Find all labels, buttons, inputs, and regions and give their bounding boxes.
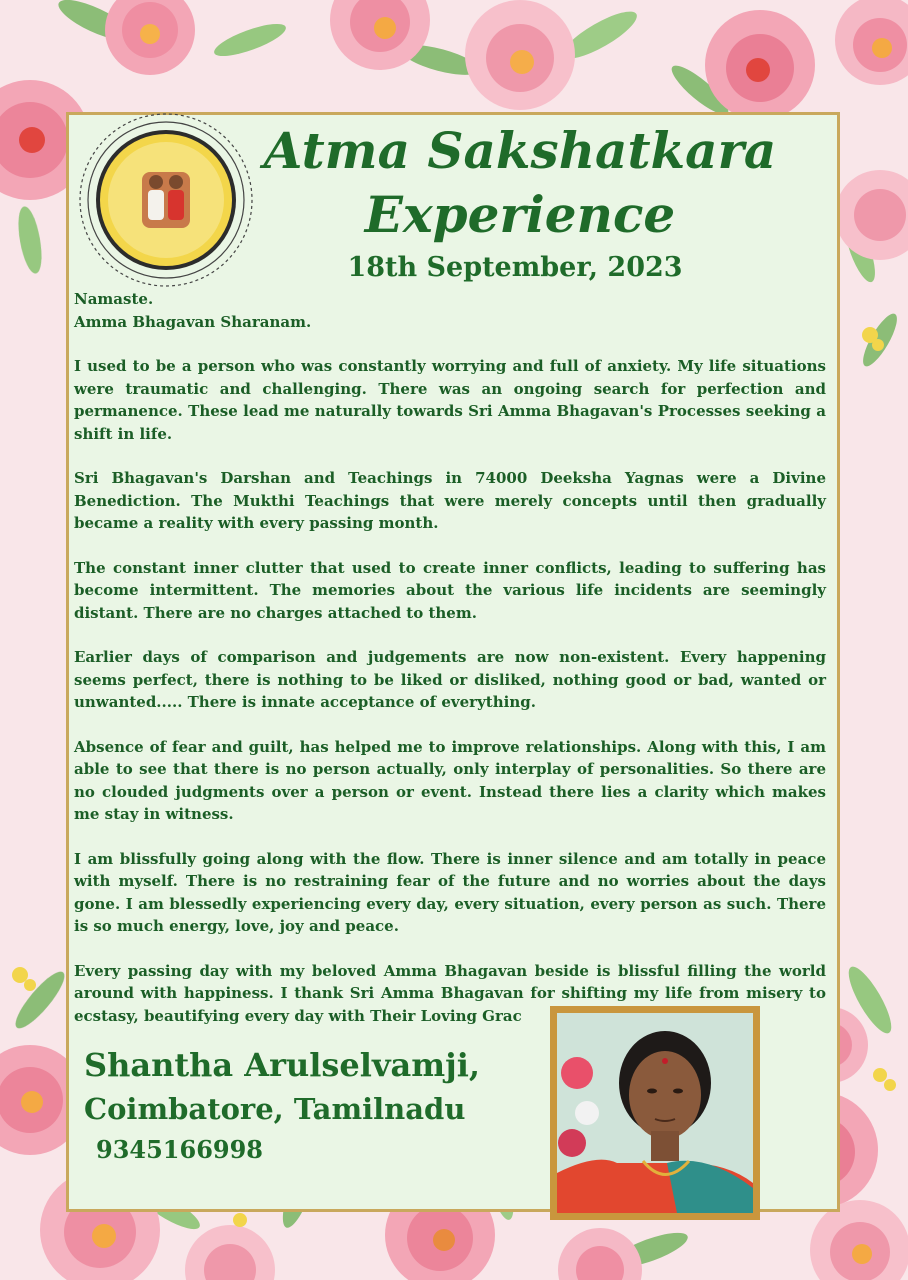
signature-block: [84, 1042, 480, 1170]
author-name: Shantha Arulselvamji,: [84, 1046, 480, 1084]
greeting: [74, 288, 826, 333]
letter-paragraph: Earlier days of comparison and judgements are now non-existent. Every happening seems perfect, there is nothing to be liked or disliked, nothing good or bad, wanted or unwanted..... There is innate acceptance of everything.: [74, 648, 826, 711]
page-title-line2: Experience: [364, 185, 676, 244]
seated-figures-picture: [142, 172, 190, 228]
portrait-illustration: [557, 1013, 753, 1213]
guru-emblem-medallion: [76, 110, 256, 290]
letter-paragraph: The constant inner clutter that used to create inner conflicts, leading to suffering has become intermittent. The memories about the various life incidents are seemingly distant. There are no charges attached to them.: [74, 558, 826, 622]
author-location: Coimbatore, Tamilnadu: [84, 1092, 466, 1126]
event-date: 18th September, 2023: [347, 252, 683, 283]
testimonial-letter: [74, 288, 826, 1049]
letter-paragraph: I am blissfully going along with the flow. There is inner silence and am totally in peace with myself. There is no restraining fear of the future and no worries about the days gone. I am blessedly experiencing every day, every situation, every person as such. There is so much energy, love, joy and peace.: [74, 849, 826, 935]
author-phone: 9345166998: [96, 1135, 263, 1164]
letter-paragraph: Sri Bhagavan's Darshan and Teachings in 74000 Deeksha Yagnas were a Divine Benediction. The Mukthi Teachings that were merely concepts until then gradually became a reality with every passing month.: [74, 469, 826, 532]
letter-paragraph: I used to be a person who was constantly worrying and full of anxiety. My life situations were traumatic and challenging. There was an ongoing search for perfection and permanence. These lead me naturally towards Sri Amma Bhagavan's Processes seeking a shift in life.: [74, 357, 826, 443]
greeting-line: Namaste.: [74, 290, 154, 308]
letter-paragraph: Every passing day with my beloved Amma Bhagavan beside is blissful filling the world around with happiness. I thank Sri Amma Bhagavan for shifting my life from misery to ecstasy, beautifying every day with Their Loving Grac: [74, 961, 826, 1025]
letter-paragraph: Absence of fear and guilt, has helped me to improve relationships. Along with this, I am able to see that there is no person actually, only interplay of personalities. So there are no clouded judgments over a person or event. Instead there lies a clarity which makes me stay in witness.: [74, 737, 826, 823]
page-title-line1: Atma Sakshatkara: [263, 121, 777, 180]
author-photo: [550, 1006, 760, 1220]
greeting-line: Amma Bhagavan Sharanam.: [74, 312, 312, 331]
